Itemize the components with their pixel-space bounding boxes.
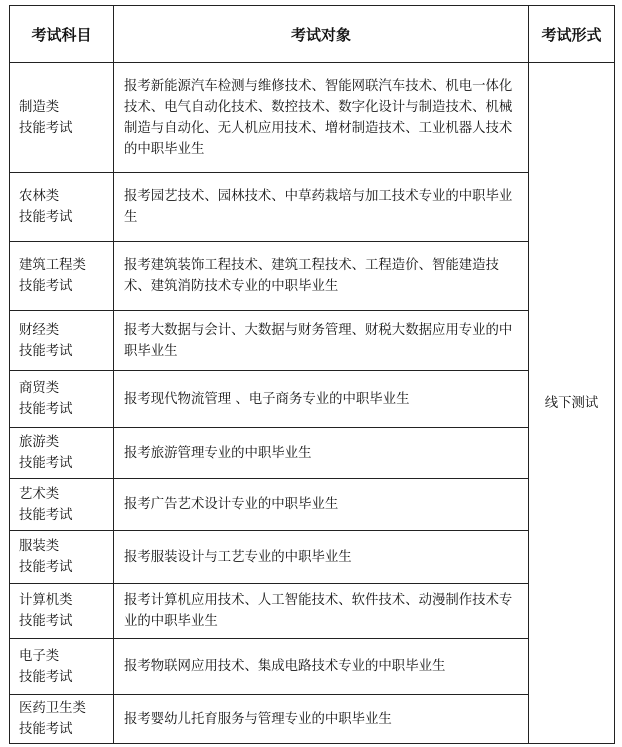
subject-cell <box>10 584 114 639</box>
target-cell: 报考计算机应用技术、人工智能技术、软件技术、动漫制作技术专业的中职毕业生 <box>114 584 529 639</box>
subject-line: 技能考试 <box>19 279 73 294</box>
subject-line: 技能考试 <box>19 507 73 523</box>
target-cell: 报考建筑装饰工程技术、建筑工程技术、工程造价、智能建造技术、建筑消防技术专业的中职毕业生 <box>114 242 529 311</box>
subject-line: 制造类 <box>19 99 60 115</box>
header-subject: 考试科目 <box>10 6 114 63</box>
subject-cell <box>10 63 114 173</box>
table-row <box>10 479 615 531</box>
subject-line: 技能考试 <box>19 456 73 471</box>
table-row <box>10 173 615 242</box>
target-cell: 报考大数据与会计、大数据与财务管理、财税大数据应用专业的中职毕业生 <box>114 311 529 371</box>
subject-cell <box>10 639 114 695</box>
table-row <box>10 242 615 311</box>
header-form: 考试形式 <box>529 6 615 63</box>
subject-cell <box>10 428 114 479</box>
subject-cell <box>10 173 114 242</box>
subject-line: 技能考试 <box>19 722 73 737</box>
table-row <box>10 639 615 695</box>
subject-line: 医药卫生类 <box>19 701 86 716</box>
table-row <box>10 63 615 173</box>
header-target: 考试对象 <box>114 6 529 63</box>
table-row <box>10 371 615 428</box>
subject-line: 商贸类 <box>19 381 60 396</box>
subject-cell <box>10 479 114 531</box>
subject-line: 电子类 <box>19 648 60 664</box>
subject-cell <box>10 695 114 744</box>
subject-line: 财经类 <box>19 322 60 338</box>
subject-line: 旅游类 <box>19 435 60 450</box>
target-cell: 报考园艺技术、园林技术、中草药栽培与加工技术专业的中职毕业生 <box>114 173 529 242</box>
subject-cell <box>10 242 114 311</box>
exam-form-cell: 线下测试 <box>529 63 615 744</box>
subject-cell <box>10 371 114 428</box>
table-row <box>10 428 615 479</box>
table-row <box>10 695 615 744</box>
target-cell: 报考婴幼儿托育服务与管理专业的中职毕业生 <box>114 695 529 744</box>
subject-line: 技能考试 <box>19 614 73 629</box>
subject-cell <box>10 311 114 371</box>
target-cell: 报考广告艺术设计专业的中职毕业生 <box>114 479 529 531</box>
subject-line: 技能考试 <box>19 210 73 225</box>
header-row <box>10 6 615 63</box>
table-row <box>10 311 615 371</box>
exam-table <box>9 5 615 744</box>
subject-line: 技能考试 <box>19 669 73 685</box>
subject-line: 技能考试 <box>19 402 73 417</box>
table-row <box>10 584 615 639</box>
target-cell: 报考新能源汽车检测与维修技术、智能网联汽车技术、机电一体化技术、电气自动化技术、数控技术、数字化设计与制造技术、机械制造与自动化、无人机应用技术、增材制造技术、工业机器人技术的中职毕业生 <box>114 63 529 173</box>
subject-cell <box>10 531 114 584</box>
subject-line: 农林类 <box>19 189 60 204</box>
target-cell: 报考现代物流管理 、电子商务专业的中职毕业生 <box>114 371 529 428</box>
subject-line: 技能考试 <box>19 120 73 136</box>
subject-line: 艺术类 <box>19 486 60 502</box>
target-cell: 报考服装设计与工艺专业的中职毕业生 <box>114 531 529 584</box>
target-cell: 报考物联网应用技术、集成电路技术专业的中职毕业生 <box>114 639 529 695</box>
subject-line: 计算机类 <box>19 593 73 608</box>
target-cell: 报考旅游管理专业的中职毕业生 <box>114 428 529 479</box>
subject-line: 技能考试 <box>19 560 73 575</box>
subject-line: 建筑工程类 <box>19 258 86 273</box>
subject-line: 技能考试 <box>19 343 73 359</box>
subject-line: 服装类 <box>19 539 60 554</box>
table-row <box>10 531 615 584</box>
